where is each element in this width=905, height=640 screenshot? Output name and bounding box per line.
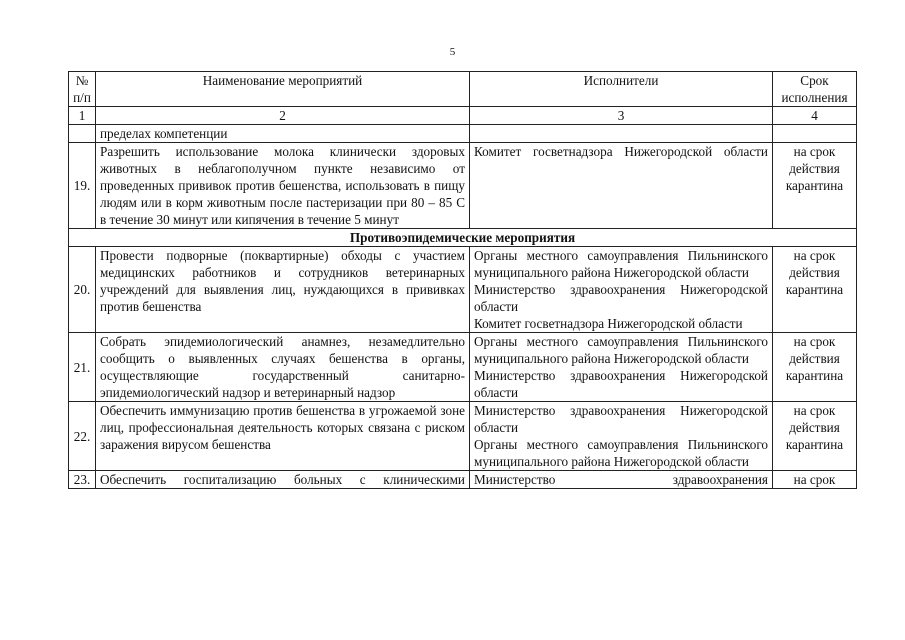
column-number-row [69,107,857,125]
page-number: 5 [449,46,456,58]
section-title: Противоэпидемические мероприятия [69,229,857,247]
header-number: № п/п [69,72,96,107]
executor-item: Комитет госветнадзора Нижегородской области [474,316,743,331]
table-row [69,143,857,229]
term-text: на срок [773,471,857,489]
col-number-1: 1 [69,107,96,125]
executors-cell [470,471,773,489]
measure-text: Разрешить использование молока клинически здоровых животных в неблагополучном пункте независимо от проведенных прививок против бешенства, использовать в пищу людям или в корм животным после пастеризации при 80 – 85 С в течение 30 минут или кипячения в течение 5 минут [96,143,470,229]
row-number: 23. [69,471,96,489]
header-term: Срок исполнения [773,72,857,107]
executors-cell [470,247,773,333]
table-row [69,247,857,333]
measure-text: Собрать эпидемиологический анамнез, незамедлительно сообщить о выявленных случаях бешенства в органы, осуществляющие государственный санитарно-эпидемиологический надзор и ветеринарный надзор [96,333,470,402]
measure-text: Обеспечить иммунизацию против бешенства в угрожаемой зоне лиц, профессиональная деятельность которых связана с риском заражения вирусом бешенства [96,402,470,471]
table-header-row [69,72,857,107]
table-row [69,333,857,402]
row-number: 20. [69,247,96,333]
term-text: на срок действия карантина [773,247,857,333]
executors-cell [470,402,773,471]
measure-text: Провести подворные (поквартирные) обходы с участием медицинских работников и сотрудников ветеринарных учреждений для выявления лиц, нуждающихся в прививках против бешенства [96,247,470,333]
header-measures: Наименование мероприятий [96,72,470,107]
col-number-2: 2 [96,107,470,125]
executors-cell [470,333,773,402]
section-row [69,229,857,247]
executor-item: Органы местного самоуправления Пильнинского муниципального района Нижегородской области [474,437,768,469]
executor-item: Органы местного самоуправления Пильнинского муниципального района Нижегородской области [474,248,768,280]
row-number: 21. [69,333,96,402]
term-text: на срок действия карантина [773,402,857,471]
executor-item: Министерство здравоохранения Нижегородской области [474,282,768,314]
measures-table [68,71,857,489]
continuation-text: пределах компетенции [96,125,470,143]
measure-text: Обеспечить госпитализацию больных с клиническими [96,471,470,489]
executor-item: Комитет госветнадзора Нижегородской области [474,144,768,159]
col-number-4: 4 [773,107,857,125]
row-number: 19. [69,143,96,229]
term-text: на срок действия карантина [773,333,857,402]
executor-item: Органы местного самоуправления Пильнинского муниципального района Нижегородской области [474,334,768,366]
table-row [69,471,857,489]
executor-item: Министерство здравоохранения Нижегородской области [474,403,768,435]
row-number: 22. [69,402,96,471]
table-row [69,402,857,471]
col-number-3: 3 [470,107,773,125]
continuation-row [69,125,857,143]
executors-cell [470,143,773,229]
executor-item: Министерство здравоохранения Нижегородской области [474,368,768,400]
header-executors: Исполнители [470,72,773,107]
executor-item: Министерство здравоохранения [474,472,768,487]
term-text: на срок действия карантина [773,143,857,229]
